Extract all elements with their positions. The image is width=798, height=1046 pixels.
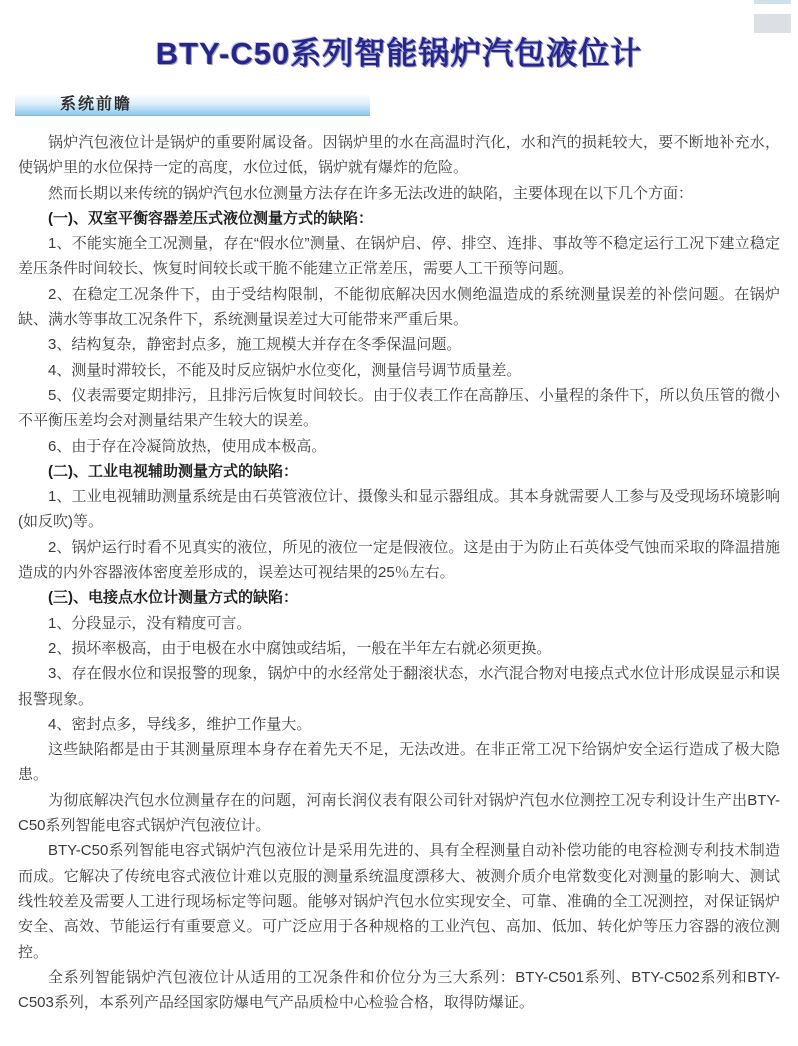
paragraph: BTY-C50系列智能电容式锅炉汽包液位计是采用先进的、具有全程测量自动补偿功能的电容检测专利技术制造而成。它解决了传统电容式液位计难以克服的测量系统温度漂移大、被测介质介电常数变化对测量的影响大、测试线性较差及需要人工进行现场标定等问题。能够对锅炉汽包水位实现安全、可靠、准确的全工况测控，对保证锅炉安全、高效、节能运行有重要意义。可广泛应用于各种规格的工业汽包、高加、低加、转化炉等压力容器的液位测控。: [18, 842, 780, 961]
paragraph: 为彻底解决汽包水位测量存在的问题，河南长润仪表有限公司针对锅炉汽包水位测控工况专利设计生产出BTY-C50系列智能电容式锅炉汽包液位计。: [18, 791, 780, 835]
section-heading: (二)、工业电视辅助测量方式的缺陷：: [48, 462, 298, 480]
paragraph: 锅炉汽包液位计是锅炉的重要附属设备。因锅炉里的水在高温时汽化，水和汽的损耗较大，要不断地补充水，使锅炉里的水位保持一定的高度，水位过低，锅炉就有爆炸的危险。: [18, 134, 780, 177]
list-item: 6、由于存在冷凝筒放热，使用成本极高。: [48, 437, 327, 455]
list-item: 1、分段显示，没有精度可言。: [48, 614, 252, 632]
list-item: 4、密封点多，导线多，维护工作量大。: [48, 715, 312, 733]
scrollbar-thumb[interactable]: [754, 14, 791, 33]
section-heading: (三)、电接点水位计测量方式的缺陷：: [48, 589, 298, 607]
scrollbar-track-fragment: [754, 0, 791, 4]
list-item: 1、工业电视辅助测量系统是由石英管液位计、摄像头和显示器组成。其本身就需要人工参与及受现场环境影响(如反吹)等。: [18, 488, 780, 531]
list-item: 5、仪表需要定期排污，且排污后恢复时间较长。由于仪表工作在高静压、小量程的条件下，所以负压管的微小不平衡压差均会对测量结果产生较大的误差。: [18, 386, 780, 430]
list-item: 4、测量时滞较长，不能及时反应锅炉水位变化，测量信号调节质量差。: [48, 361, 522, 379]
list-item: 2、损坏率极高，由于电极在水中腐蚀或结垢，一般在半年左右就必须更换。: [48, 639, 552, 657]
section-header-label: 系统前瞻: [60, 96, 133, 113]
section-header-bar: [15, 94, 370, 116]
document-body: [18, 130, 780, 1015]
page-title: BTY-C50系列智能锅炉汽包液位计: [155, 36, 643, 71]
list-item: 1、不能实施全工况测量，存在“假水位”测量、在锅炉启、停、排空、连排、事故等不稳定运行工况下建立稳定差压条件时间较长、恢复时间较长或干脆不能建立正常差压，需要人工干预等问题。: [18, 235, 780, 278]
list-item: 3、结构复杂，静密封点多，施工规模大并存在冬季保温问题。: [48, 336, 462, 354]
list-item: 3、存在假水位和误报警的现象，锅炉中的水经常处于翻滚状态，水汽混合物对电接点式水位计形成误显示和误报警现象。: [18, 665, 780, 708]
paragraph: 全系列智能锅炉汽包液位计从适用的工况条件和价位分为三大系列：BTY-C501系列、BTY-C502系列和BTY-C503系列，本系列产品经国家防爆电气产品质检中心检验合格，取得防爆证。: [18, 968, 780, 1012]
paragraph: 这些缺陷都是由于其测量原理本身存在着先天不足，无法改进。在非正常工况下给锅炉安全运行造成了极大隐患。: [18, 741, 780, 784]
list-item: 2、在稳定工况条件下，由于受结构限制，不能彻底解决因水侧绝温造成的系统测量误差的补偿问题。在锅炉缺、满水等事故工况条件下，系统测量误差过大可能带来严重后果。: [18, 285, 780, 329]
list-item: 2、锅炉运行时看不见真实的液位，所见的液位一定是假液位。这是由于为防止石英体受气蚀而采取的降温措施造成的内外容器液体密度差形成的，误差达可视结果的25％左右。: [18, 538, 780, 582]
section-heading: (一)、双室平衡容器差压式液位测量方式的缺陷：: [48, 209, 373, 227]
paragraph: 然而长期以来传统的锅炉汽包水位测量方法存在许多无法改进的缺陷，主要体现在以下几个方面：: [48, 184, 694, 202]
